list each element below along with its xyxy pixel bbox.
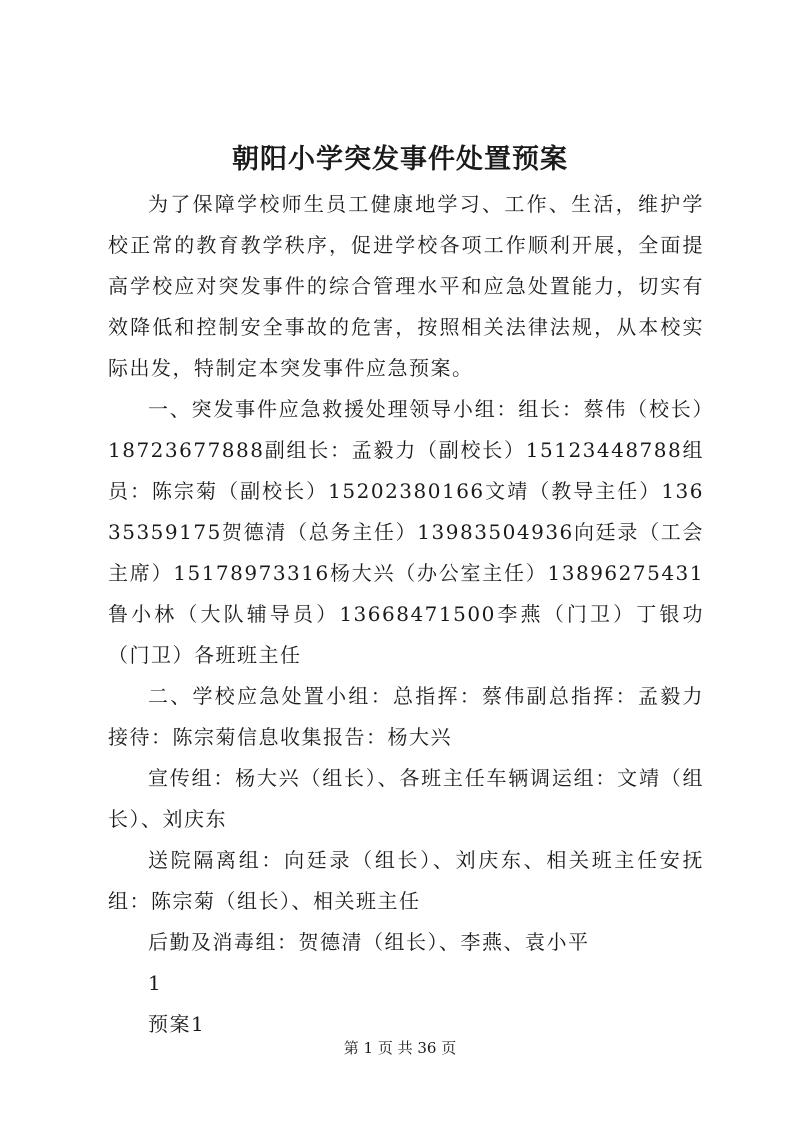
paragraph-number: 1	[148, 971, 163, 995]
paragraph-logistics-group: 后勤及消毒组：贺德清（组长）、李燕、袁小平	[148, 930, 590, 954]
document-title: 朝阳小学突发事件处置预案	[232, 144, 568, 175]
paragraph-isolation-group: 送院隔离组：向廷录（组长）、刘庆东、相关班主任安抚组：陈宗菊（组长）、相关班主任	[108, 848, 704, 913]
paragraph-publicity-group: 宣传组：杨大兴（组长）、各班主任车辆调运组：文靖（组长）、刘庆东	[108, 766, 704, 831]
paragraph-plan-label: 预案1	[148, 1012, 206, 1036]
paragraph-emergency-group: 二、学校应急处置小组：总指挥：蔡伟副总指挥：孟毅力接待：陈宗菊信息收集报告：杨大兴	[108, 684, 704, 749]
paragraph-intro: 为了保障学校师生员工健康地学习、工作、生活，维护学校正常的教育教学秩序，促进学校各项工作顺利开展，全面提高学校应对突发事件的综合管理水平和应急处置能力，切实有效降低和控制安全事故的危害，按照相关法律法规，从本校实际出发，特制定本突发事件应急预案。	[108, 192, 704, 380]
page-footer: 第 1 页 共 36 页	[343, 1039, 457, 1057]
document-body	[108, 184, 704, 1045]
paragraph-leadership-group: 一、突发事件应急救援处理领导小组：组长：蔡伟（校长）18723677888副组长：孟毅力（副校长）15123448788组员：陈宗菊（副校长）15202380166文靖（教导主任）13635359175贺德清（总务主任）13983504936向廷录（工会主席）15178973316杨大兴（办公室主任）13896275431鲁小林（大队辅导员）13668471500李燕（门卫）丁银功（门卫）各班班主任	[108, 397, 704, 667]
